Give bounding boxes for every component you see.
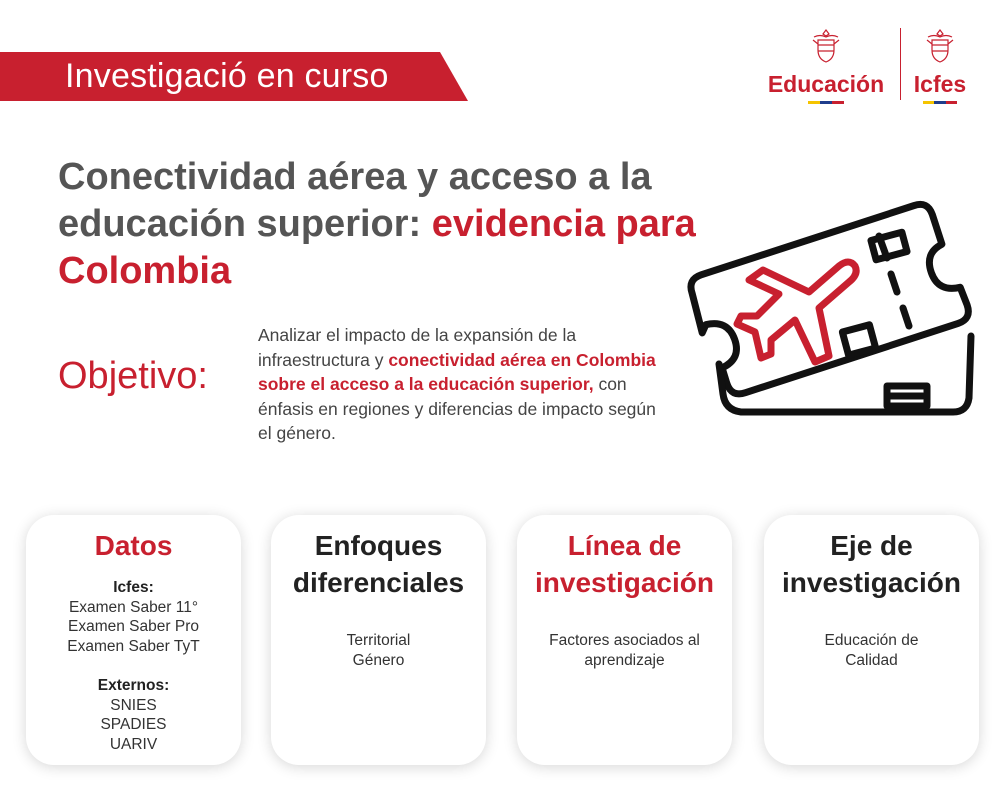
list-item: Examen Saber Pro: [68, 618, 199, 635]
data-card: [26, 515, 241, 765]
approaches-card: [271, 515, 486, 765]
objective-text-part1: Analizar el impacto de la expansión de la infraestructura y: [258, 325, 577, 370]
title-gray-part: Conectividad aérea y acceso a la educación superior:: [58, 156, 652, 245]
educacion-wordmark: Educación: [767, 71, 885, 97]
research-axis-card-body: [764, 631, 979, 670]
educacion-logo: [766, 28, 886, 104]
objective-label: Objetivo:: [58, 355, 208, 397]
objective-text: [258, 323, 658, 446]
approaches-card-body: [271, 631, 486, 670]
icfes-wordmark: Icfes: [913, 71, 967, 97]
list-item: Género: [352, 651, 405, 669]
coat-of-arms-icon: [810, 28, 842, 64]
icfes-logo: [910, 28, 970, 104]
coat-of-arms-icon: [924, 28, 956, 64]
objective-text-part2: con énfasis en regiones y diferencias de impacto según el género.: [258, 374, 656, 443]
list-item: SNIES: [110, 696, 157, 714]
list-item: Examen Saber 11°: [68, 598, 199, 616]
list-item: Factores asociados al aprendizaje: [549, 632, 700, 669]
data-card-sub-externos: Externos:: [97, 677, 170, 694]
flag-stripe: [808, 101, 844, 104]
list-item: UARIV: [109, 735, 158, 753]
research-line-card-title: Línea de investigación: [535, 530, 714, 598]
research-axis-card-title: Eje de investigación: [782, 530, 961, 598]
page-title: [58, 154, 698, 295]
list-item: Examen Saber TyT: [67, 637, 200, 655]
list-item: Territorial: [346, 632, 411, 649]
banner-label: Investigació en curso: [65, 57, 389, 95]
logo-group: [760, 28, 980, 108]
data-card-title: Datos: [94, 530, 173, 561]
flag-stripe: [923, 101, 957, 104]
plane-ticket-icon: [683, 196, 983, 436]
logo-divider: [900, 28, 901, 100]
title-red-part: evidencia para Colombia: [58, 203, 696, 292]
approaches-card-title: Enfoques diferenciales: [292, 530, 465, 598]
objective-highlight: conectividad aérea en Colombia sobre el acceso a la educación superior,: [258, 349, 656, 394]
data-card-body: [26, 578, 241, 754]
research-line-card: [517, 515, 732, 765]
data-card-sub-icfes: Icfes:: [113, 579, 154, 596]
list-item: Educación de Calidad: [824, 632, 919, 669]
research-line-card-body: [517, 631, 732, 670]
research-axis-card: [764, 515, 979, 765]
list-item: SPADIES: [100, 716, 167, 733]
